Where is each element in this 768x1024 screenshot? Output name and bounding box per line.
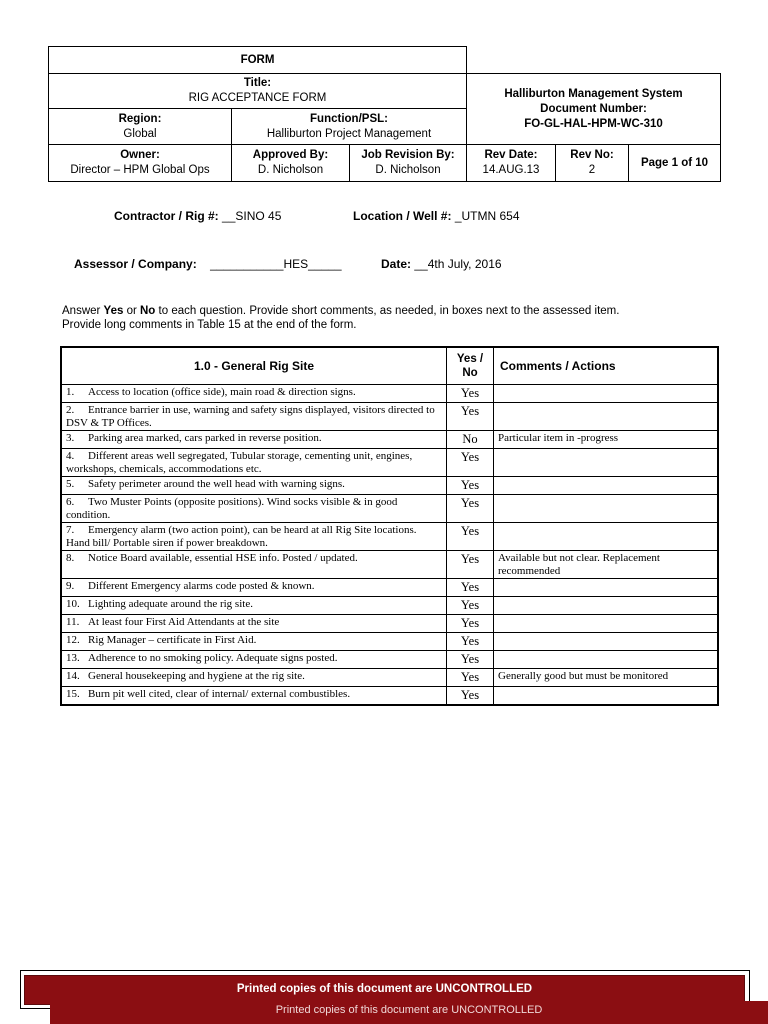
form-label-cell — [48, 46, 467, 74]
row-item — [61, 495, 447, 523]
jobrev-label: Job Revision By: — [361, 149, 455, 161]
row-number: 10. — [66, 598, 80, 610]
row-item — [61, 615, 447, 633]
row-number: 5. — [66, 478, 75, 490]
row-item — [61, 385, 447, 403]
function-label: Function/PSL: — [310, 112, 388, 125]
row-answer[interactable]: Yes — [447, 449, 494, 477]
table-row — [61, 651, 718, 669]
table-row — [61, 579, 718, 597]
revdate-cell — [466, 144, 556, 182]
row-item — [61, 403, 447, 431]
instructions — [62, 304, 722, 332]
owner-value: Director – HPM Global Ops — [70, 164, 210, 176]
page-cell — [628, 144, 721, 182]
row-item-text: Two Muster Points (opposite positions). Wind socks visible & in good condition. — [66, 496, 398, 521]
owner-label: Owner: — [120, 149, 160, 161]
row-item-text: Different areas well segregated, Tubular storage, cementing unit, engines, workshops, chemicals, accommodations etc. — [66, 450, 413, 475]
row-item-text: Notice Board available, essential HSE info. Posted / updated. — [88, 552, 358, 564]
row-number: 8. — [66, 552, 75, 564]
row-comment[interactable] — [494, 687, 719, 706]
table-row — [61, 449, 718, 477]
row-item — [61, 597, 447, 615]
jobrev-cell — [349, 144, 467, 182]
revno-cell — [555, 144, 629, 182]
approved-cell — [231, 144, 350, 182]
jobrev-value: D. Nicholson — [375, 164, 441, 176]
owner-cell — [48, 144, 232, 182]
row-item-text: Burn pit well cited, clear of internal/ external combustibles. — [88, 688, 351, 700]
assessor-label: Assessor / Company: — [74, 257, 197, 271]
row-answer[interactable]: Yes — [447, 615, 494, 633]
title-value: RIG ACCEPTANCE FORM — [188, 92, 327, 104]
row-item — [61, 579, 447, 597]
approved-label: Approved By: — [252, 149, 329, 161]
row-item-text: Parking area marked, cars parked in reverse position. — [88, 432, 322, 444]
row-number: 2. — [66, 404, 75, 416]
row-item — [61, 449, 447, 477]
row-comment[interactable] — [494, 597, 719, 615]
location-field — [353, 209, 520, 223]
row-item — [61, 633, 447, 651]
row-answer[interactable]: Yes — [447, 579, 494, 597]
row-comment[interactable] — [494, 449, 719, 477]
row-item-text: Adherence to no smoking policy. Adequate signs posted. — [88, 652, 338, 664]
row-comment[interactable] — [494, 477, 719, 495]
row-item — [61, 477, 447, 495]
row-item-text: Lighting adequate around the rig site. — [88, 598, 253, 610]
row-number: 3. — [66, 432, 75, 444]
row-answer[interactable]: Yes — [447, 385, 494, 403]
row-item — [61, 431, 447, 449]
row-comment[interactable] — [494, 495, 719, 523]
row-comment[interactable] — [494, 615, 719, 633]
row-comment[interactable]: Particular item in -progress — [494, 431, 719, 449]
table-row — [61, 477, 718, 495]
document-header — [48, 46, 721, 182]
row-item-text: Access to location (office side), main road & direction signs. — [88, 386, 356, 398]
row-item — [61, 687, 447, 706]
uncontrolled-banner-duplicate: Printed copies of this document are UNCONTROLLED — [50, 1001, 768, 1024]
row-number: 9. — [66, 580, 75, 592]
form-label: FORM — [240, 53, 275, 66]
row-answer[interactable]: Yes — [447, 669, 494, 687]
row-item — [61, 669, 447, 687]
revno-label: Rev No: — [570, 149, 614, 161]
table-row — [61, 597, 718, 615]
row-answer[interactable]: Yes — [447, 551, 494, 579]
row-number: 1. — [66, 386, 75, 398]
contractor-value: __SINO 45 — [222, 209, 282, 223]
table-row — [61, 615, 718, 633]
row-item-text: Different Emergency alarms code posted & known. — [88, 580, 315, 592]
revdate-value: 14.AUG.13 — [482, 164, 540, 176]
system-line1: Halliburton Management System — [504, 87, 683, 100]
instr-no: No — [140, 305, 156, 317]
table-row — [61, 385, 718, 403]
approved-value: D. Nicholson — [257, 164, 324, 176]
row-comment[interactable] — [494, 523, 719, 551]
function-value: Halliburton Project Management — [266, 127, 432, 140]
row-number: 14. — [66, 670, 80, 682]
row-comment[interactable] — [494, 633, 719, 651]
assessor-value: ___________HES_____ — [210, 257, 342, 271]
instr-part2: or — [123, 305, 140, 317]
yn-header: Yes / No — [447, 347, 494, 385]
table-row — [61, 633, 718, 651]
section-title: 1.0 - General Rig Site — [61, 347, 447, 385]
row-answer[interactable]: Yes — [447, 403, 494, 431]
table-row — [61, 669, 718, 687]
row-comment[interactable]: Available but not clear. Replacement recommended — [494, 551, 719, 579]
row-number: 7. — [66, 524, 75, 536]
region-label: Region: — [118, 112, 162, 125]
row-number: 4. — [66, 450, 75, 462]
revdate-label: Rev Date: — [484, 149, 538, 161]
table-row — [61, 495, 718, 523]
revno-value: 2 — [588, 164, 596, 176]
table-row — [61, 403, 718, 431]
row-item — [61, 523, 447, 551]
table-header-row — [61, 347, 718, 385]
row-item-text: Safety perimeter around the well head with warning signs. — [88, 478, 345, 490]
title-label: Title: — [243, 77, 272, 89]
row-item — [61, 551, 447, 579]
instr-part3: to each question. Provide short comments, as needed, in boxes next to the assessed item. — [155, 305, 620, 317]
table-row — [61, 523, 718, 551]
page-label: Page 1 of 10 — [640, 156, 709, 169]
contractor-field — [114, 209, 281, 223]
contractor-label: Contractor / Rig #: — [114, 209, 219, 223]
row-item-text: Emergency alarm (two action point), can be heard at all Rig Site locations. Hand bill/ Portable siren if power breakdown. — [66, 524, 417, 549]
row-item-text: At least four First Aid Attendants at the site — [88, 616, 280, 628]
system-line2: Document Number: — [540, 102, 647, 115]
row-answer[interactable]: Yes — [447, 523, 494, 551]
table-row — [61, 687, 718, 706]
row-item-text: Rig Manager – certificate in First Aid. — [88, 634, 257, 646]
uncontrolled-banner: Printed copies of this document are UNCONTROLLED — [24, 975, 745, 1005]
general-rig-site-table — [60, 346, 719, 706]
row-answer[interactable]: Yes — [447, 651, 494, 669]
row-item — [61, 651, 447, 669]
table-row — [61, 551, 718, 579]
row-comment[interactable]: Generally good but must be monitored — [494, 669, 719, 687]
row-comment[interactable] — [494, 403, 719, 431]
date-label: Date: — [381, 257, 412, 271]
row-number: 11. — [66, 616, 80, 628]
row-answer[interactable]: No — [447, 431, 494, 449]
row-answer[interactable]: Yes — [447, 633, 494, 651]
comments-header: Comments / Actions — [494, 347, 719, 385]
region-value: Global — [123, 127, 157, 140]
date-value: __4th July, 2016 — [414, 257, 502, 271]
row-answer[interactable]: Yes — [447, 597, 494, 615]
row-number: 6. — [66, 496, 75, 508]
system-cell — [466, 73, 721, 145]
doc-number: FO-GL-HAL-HPM-WC-310 — [524, 117, 663, 130]
row-answer[interactable]: Yes — [447, 495, 494, 523]
location-label: Location / Well #: — [353, 209, 452, 223]
row-comment[interactable] — [494, 579, 719, 597]
row-number: 12. — [66, 634, 80, 646]
date-field — [381, 257, 502, 271]
region-cell — [48, 108, 232, 145]
table-row — [61, 431, 718, 449]
row-answer[interactable]: Yes — [447, 477, 494, 495]
row-item-text: General housekeeping and hygiene at the rig site. — [88, 670, 305, 682]
row-answer[interactable]: Yes — [447, 687, 494, 706]
row-comment[interactable] — [494, 385, 719, 403]
row-number: 13. — [66, 652, 80, 664]
title-cell — [48, 73, 467, 109]
instr-line2: Provide long comments in Table 15 at the end of the form. — [62, 319, 357, 331]
row-comment[interactable] — [494, 651, 719, 669]
function-cell — [231, 108, 467, 145]
row-number: 15. — [66, 688, 80, 700]
instr-yes: Yes — [103, 305, 124, 317]
location-value: _UTMN 654 — [454, 209, 520, 223]
instr-part1: Answer — [62, 305, 104, 317]
assessor-field — [74, 257, 342, 271]
row-item-text: Entrance barrier in use, warning and safety signs displayed, visitors directed to DSV & TP Offices. — [66, 404, 435, 429]
